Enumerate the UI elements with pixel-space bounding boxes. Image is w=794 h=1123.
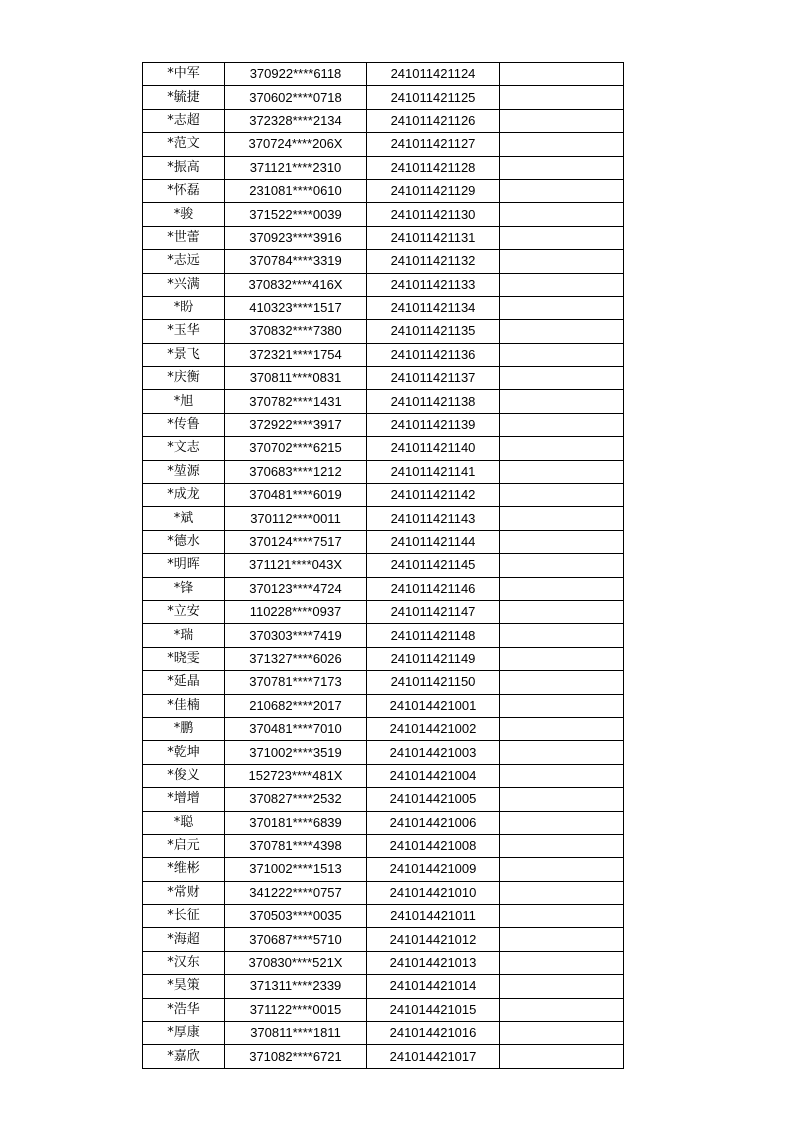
empty-cell (500, 928, 624, 951)
registration-number-cell: 241011421128 (367, 156, 500, 179)
name-cell: *骏 (143, 203, 225, 226)
table-row (143, 881, 624, 904)
id-number-cell: 370781****7173 (225, 671, 367, 694)
table-row (143, 484, 624, 507)
registration-number-cell: 241011421143 (367, 507, 500, 530)
name-cell: *志超 (143, 109, 225, 132)
empty-cell (500, 717, 624, 740)
name-cell: *瑞 (143, 624, 225, 647)
id-number-cell: 372328****2134 (225, 109, 367, 132)
registration-number-cell: 241011421137 (367, 367, 500, 390)
registration-number-cell: 241011421144 (367, 530, 500, 553)
empty-cell (500, 624, 624, 647)
table-row (143, 320, 624, 343)
table-row (143, 928, 624, 951)
name-cell: *兴满 (143, 273, 225, 296)
name-cell: *堃源 (143, 460, 225, 483)
registration-number-cell: 241014421009 (367, 858, 500, 881)
registration-number-cell: 241011421135 (367, 320, 500, 343)
table-row (143, 600, 624, 623)
name-cell: *成龙 (143, 484, 225, 507)
name-cell: *常财 (143, 881, 225, 904)
name-cell: *德水 (143, 530, 225, 553)
id-number-cell: 371522****0039 (225, 203, 367, 226)
registration-number-cell: 241014421003 (367, 741, 500, 764)
table-row (143, 1045, 624, 1068)
table-row (143, 86, 624, 109)
table-row (143, 250, 624, 273)
id-number-cell: 370724****206X (225, 133, 367, 156)
empty-cell (500, 951, 624, 974)
empty-cell (500, 320, 624, 343)
name-cell: *维彬 (143, 858, 225, 881)
table-row (143, 343, 624, 366)
empty-cell (500, 764, 624, 787)
id-number-cell: 370481****7010 (225, 717, 367, 740)
table-row (143, 133, 624, 156)
table-row (143, 788, 624, 811)
name-cell: *佳楠 (143, 694, 225, 717)
name-cell: *中军 (143, 63, 225, 86)
table-row (143, 811, 624, 834)
empty-cell (500, 671, 624, 694)
id-number-cell: 371002****3519 (225, 741, 367, 764)
table-row (143, 858, 624, 881)
id-number-cell: 370702****6215 (225, 437, 367, 460)
name-cell: *晓雯 (143, 647, 225, 670)
id-number-cell: 370830****521X (225, 951, 367, 974)
registration-number-cell: 241014421004 (367, 764, 500, 787)
empty-cell (500, 390, 624, 413)
table-row (143, 109, 624, 132)
empty-cell (500, 881, 624, 904)
empty-cell (500, 273, 624, 296)
id-number-cell: 110228****0937 (225, 600, 367, 623)
empty-cell (500, 600, 624, 623)
registration-number-cell: 241011421124 (367, 63, 500, 86)
table-row (143, 530, 624, 553)
name-cell: *启元 (143, 834, 225, 857)
id-number-cell: 370683****1212 (225, 460, 367, 483)
table-row (143, 437, 624, 460)
empty-cell (500, 788, 624, 811)
registration-number-cell: 241011421134 (367, 296, 500, 319)
registration-number-cell: 241014421016 (367, 1022, 500, 1045)
table-row (143, 951, 624, 974)
id-number-cell: 370811****1811 (225, 1022, 367, 1045)
name-cell: *文志 (143, 437, 225, 460)
empty-cell (500, 250, 624, 273)
id-number-cell: 370303****7419 (225, 624, 367, 647)
empty-cell (500, 554, 624, 577)
table-row (143, 647, 624, 670)
id-number-cell: 371327****6026 (225, 647, 367, 670)
id-number-cell: 371122****0015 (225, 998, 367, 1021)
name-cell: *浩华 (143, 998, 225, 1021)
name-cell: *传鲁 (143, 413, 225, 436)
name-cell: *范文 (143, 133, 225, 156)
name-cell: *海超 (143, 928, 225, 951)
id-number-cell: 370922****6118 (225, 63, 367, 86)
id-number-cell: 370503****0035 (225, 905, 367, 928)
registration-number-cell: 241014421012 (367, 928, 500, 951)
id-number-cell: 231081****0610 (225, 179, 367, 202)
empty-cell (500, 811, 624, 834)
id-number-cell: 370123****4724 (225, 577, 367, 600)
registration-number-cell: 241011421149 (367, 647, 500, 670)
name-cell: *长征 (143, 905, 225, 928)
name-cell: *志远 (143, 250, 225, 273)
empty-cell (500, 484, 624, 507)
id-number-cell: 371002****1513 (225, 858, 367, 881)
empty-cell (500, 975, 624, 998)
id-number-cell: 370811****0831 (225, 367, 367, 390)
empty-cell (500, 507, 624, 530)
table-row (143, 624, 624, 647)
empty-cell (500, 343, 624, 366)
empty-cell (500, 133, 624, 156)
empty-cell (500, 367, 624, 390)
id-number-cell: 370124****7517 (225, 530, 367, 553)
id-number-cell: 372922****3917 (225, 413, 367, 436)
name-cell: *明晖 (143, 554, 225, 577)
id-number-cell: 152723****481X (225, 764, 367, 787)
id-number-cell: 370832****416X (225, 273, 367, 296)
registration-number-cell: 241011421136 (367, 343, 500, 366)
id-number-cell: 371311****2339 (225, 975, 367, 998)
empty-cell (500, 437, 624, 460)
id-number-cell: 370481****6019 (225, 484, 367, 507)
empty-cell (500, 63, 624, 86)
empty-cell (500, 530, 624, 553)
registration-number-cell: 241011421133 (367, 273, 500, 296)
table-row (143, 975, 624, 998)
empty-cell (500, 905, 624, 928)
registration-number-cell: 241011421140 (367, 437, 500, 460)
table-row (143, 507, 624, 530)
id-number-cell: 370784****3319 (225, 250, 367, 273)
name-cell: *延晶 (143, 671, 225, 694)
id-number-cell: 372321****1754 (225, 343, 367, 366)
id-number-cell: 371121****043X (225, 554, 367, 577)
empty-cell (500, 998, 624, 1021)
name-cell: *增增 (143, 788, 225, 811)
registration-number-cell: 241011421127 (367, 133, 500, 156)
table-row (143, 905, 624, 928)
registration-number-cell: 241014421001 (367, 694, 500, 717)
id-number-cell: 370782****1431 (225, 390, 367, 413)
empty-cell (500, 413, 624, 436)
empty-cell (500, 296, 624, 319)
name-cell: *斌 (143, 507, 225, 530)
id-number-cell: 370181****6839 (225, 811, 367, 834)
id-number-cell: 371082****6721 (225, 1045, 367, 1068)
registration-number-cell: 241014421006 (367, 811, 500, 834)
name-cell: *乾坤 (143, 741, 225, 764)
id-number-cell: 370602****0718 (225, 86, 367, 109)
registration-number-cell: 241014421017 (367, 1045, 500, 1068)
table-row (143, 226, 624, 249)
table-row (143, 179, 624, 202)
empty-cell (500, 858, 624, 881)
name-cell: *盼 (143, 296, 225, 319)
table-row (143, 577, 624, 600)
registration-number-cell: 241011421146 (367, 577, 500, 600)
name-cell: *厚康 (143, 1022, 225, 1045)
registration-number-cell: 241014421011 (367, 905, 500, 928)
empty-cell (500, 1045, 624, 1068)
registration-number-cell: 241014421013 (367, 951, 500, 974)
table-row (143, 741, 624, 764)
empty-cell (500, 834, 624, 857)
name-cell: *庆衡 (143, 367, 225, 390)
registration-number-cell: 241011421142 (367, 484, 500, 507)
registration-number-cell: 241011421126 (367, 109, 500, 132)
registration-number-cell: 241014421014 (367, 975, 500, 998)
registration-number-cell: 241011421130 (367, 203, 500, 226)
registration-number-cell: 241011421131 (367, 226, 500, 249)
name-cell: *聪 (143, 811, 225, 834)
id-number-cell: 370832****7380 (225, 320, 367, 343)
empty-cell (500, 156, 624, 179)
empty-cell (500, 203, 624, 226)
name-cell: *旭 (143, 390, 225, 413)
registration-number-cell: 241011421150 (367, 671, 500, 694)
id-number-cell: 371121****2310 (225, 156, 367, 179)
name-cell: *俊义 (143, 764, 225, 787)
registration-number-cell: 241014421015 (367, 998, 500, 1021)
registration-number-cell: 241011421147 (367, 600, 500, 623)
registration-number-cell: 241011421129 (367, 179, 500, 202)
empty-cell (500, 226, 624, 249)
table-row (143, 203, 624, 226)
table-row (143, 296, 624, 319)
registration-number-cell: 241014421002 (367, 717, 500, 740)
roster-table (142, 62, 624, 1069)
name-cell: *景飞 (143, 343, 225, 366)
name-cell: *世蕾 (143, 226, 225, 249)
name-cell: *汉东 (143, 951, 225, 974)
empty-cell (500, 741, 624, 764)
table-row (143, 413, 624, 436)
table-row (143, 554, 624, 577)
name-cell: *锋 (143, 577, 225, 600)
name-cell: *嘉欣 (143, 1045, 225, 1068)
registration-number-cell: 241011421141 (367, 460, 500, 483)
empty-cell (500, 460, 624, 483)
id-number-cell: 370687****5710 (225, 928, 367, 951)
table-row (143, 390, 624, 413)
name-cell: *昊策 (143, 975, 225, 998)
id-number-cell: 370923****3916 (225, 226, 367, 249)
registration-number-cell: 241011421132 (367, 250, 500, 273)
empty-cell (500, 179, 624, 202)
table-row (143, 671, 624, 694)
registration-number-cell: 241011421139 (367, 413, 500, 436)
table-row (143, 694, 624, 717)
registration-number-cell: 241014421005 (367, 788, 500, 811)
table-row (143, 156, 624, 179)
name-cell: *立安 (143, 600, 225, 623)
empty-cell (500, 577, 624, 600)
registration-number-cell: 241011421148 (367, 624, 500, 647)
table-row (143, 367, 624, 390)
empty-cell (500, 647, 624, 670)
roster-table-body (143, 63, 624, 1069)
table-row (143, 834, 624, 857)
id-number-cell: 210682****2017 (225, 694, 367, 717)
registration-number-cell: 241011421125 (367, 86, 500, 109)
name-cell: *怀磊 (143, 179, 225, 202)
table-row (143, 764, 624, 787)
empty-cell (500, 1022, 624, 1045)
table-row (143, 460, 624, 483)
name-cell: *毓捷 (143, 86, 225, 109)
table-row (143, 998, 624, 1021)
registration-number-cell: 241011421138 (367, 390, 500, 413)
table-row (143, 273, 624, 296)
id-number-cell: 410323****1517 (225, 296, 367, 319)
id-number-cell: 370112****0011 (225, 507, 367, 530)
table-row (143, 63, 624, 86)
name-cell: *鹏 (143, 717, 225, 740)
empty-cell (500, 694, 624, 717)
id-number-cell: 370781****4398 (225, 834, 367, 857)
id-number-cell: 370827****2532 (225, 788, 367, 811)
id-number-cell: 341222****0757 (225, 881, 367, 904)
table-row (143, 717, 624, 740)
name-cell: *玉华 (143, 320, 225, 343)
registration-number-cell: 241014421010 (367, 881, 500, 904)
table-row (143, 1022, 624, 1045)
registration-number-cell: 241011421145 (367, 554, 500, 577)
empty-cell (500, 109, 624, 132)
name-cell: *振高 (143, 156, 225, 179)
registration-number-cell: 241014421008 (367, 834, 500, 857)
empty-cell (500, 86, 624, 109)
